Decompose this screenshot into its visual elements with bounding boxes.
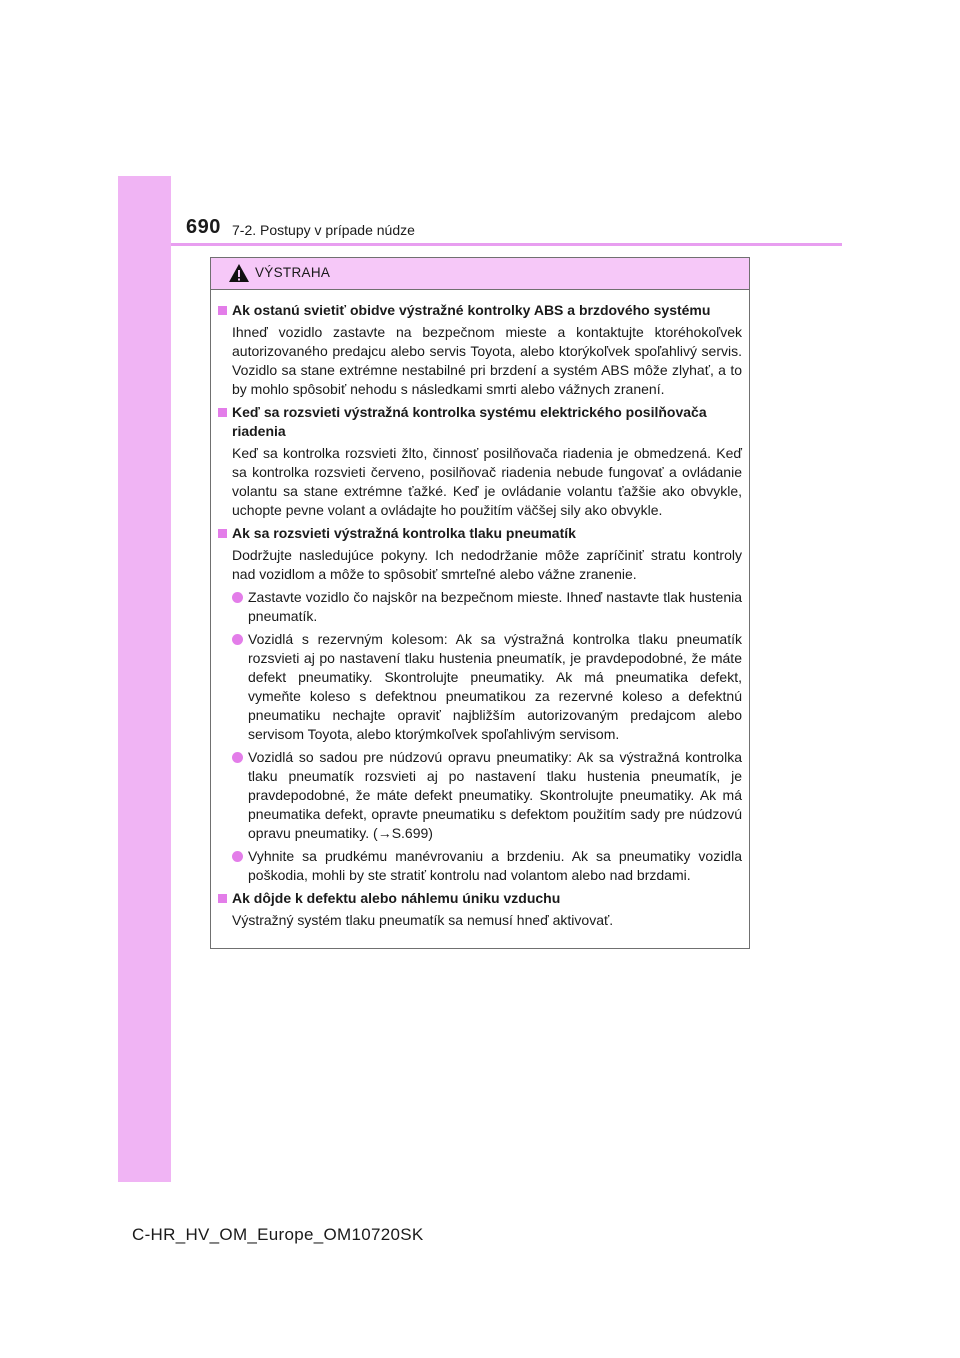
warning-header [211, 258, 749, 290]
bullet-item [217, 588, 742, 626]
bullet-text: Vozidlá s rezervným kolesom: Ak sa výstražná kontrolka tlaku pneumatík rozsvieti aj po nastavení tlaku hustenia pneumatík, je pravdepodobné, že máte defekt pneumatiky. Skontrolujte pneumatiky. Ak má pneumatika defekt, vymeňte koleso s defektnou pneumatikou za rezervné koleso a defektnú pneumatiku nechajte opraviť najbližším autorizovaným predajcom alebo servisom Toyota, alebo ktorýmkoľvek spoľahlivým servisom. [248, 631, 742, 742]
side-tab-bar [118, 176, 171, 1182]
topic-heading [217, 403, 742, 441]
bullet-item [217, 847, 742, 885]
bullet-item [217, 748, 742, 843]
bullet-text: Vyhnite sa prudkému manévrovaniu a brzdeniu. Ak sa pneumatiky vozidla poškodia, mohli by ste stratiť kontrolu nad volantom alebo nad brzdami. [248, 848, 742, 883]
square-bullet-icon [218, 408, 227, 417]
square-bullet-icon [218, 529, 227, 538]
topic-title: Ak dôjde k defektu alebo náhlemu úniku vzduchu [232, 890, 561, 906]
square-bullet-icon [218, 894, 227, 903]
round-bullet-icon [232, 752, 243, 763]
topic-paragraph: Ihneď vozidlo zastavte na bezpečnom mieste a kontaktujte ktoréhokoľvek autorizovaného predajcu alebo servis Toyota, alebo ktorýkoľvek spoľahlivý servis. Vozidlo sa stane extrémne nestabilné pri brzdení a systém ABS môže zlyhať, a to by mohlo spôsobiť nehodu s následkami smrti alebo vážnych zranení. [232, 324, 742, 397]
topic-heading [217, 301, 742, 320]
square-bullet-icon [218, 306, 227, 315]
section-title: 7-2. Postupy v prípade núdze [232, 222, 415, 238]
bullet-item [217, 630, 742, 744]
warning-triangle-icon [228, 263, 250, 283]
round-bullet-icon [232, 592, 243, 603]
bullet-text: Vozidlá so sadou pre núdzovú opravu pneumatiky: Ak sa výstražná kontrolka tlaku pneumatík rozsvieti aj po nastavení tlaku hustenia pneumatík, je pravdepodobné, že máte defekt pneumatiky. Skontrolujte pneumatiky. Ak má pneumatika defekt, opravte pneumatiku s defektom použitím sady pre núdzovú opravu pneumatiky. (→S.699) [248, 749, 742, 841]
warning-body [211, 290, 749, 930]
warning-label: VÝSTRAHA [255, 265, 331, 280]
topic-paragraph: Výstražný systém tlaku pneumatík sa nemusí hneď aktivovať. [232, 912, 614, 928]
round-bullet-icon [232, 634, 243, 645]
bullet-text: Zastavte vozidlo čo najskôr na bezpečnom mieste. Ihneď nastavte tlak hustenia pneumatík. [248, 589, 742, 624]
topic-title: Keď sa rozsvieti výstražná kontrolka systému elektrického posilňovača riadenia [232, 404, 707, 439]
topic-paragraph: Dodržujte nasledujúce pokyny. Ich nedodržanie môže zapríčiniť stratu kontroly nad vozidlom a môže to spôsobiť smrteľné alebo vážne zranenie. [232, 547, 742, 582]
topic-heading [217, 889, 742, 908]
round-bullet-icon [232, 851, 243, 862]
topic-paragraph: Keď sa kontrolka rozsvieti žlto, činnosť posilňovača riadenia je obmedzená. Keď sa kontrolka rozsvieti červeno, posilňovač riadenia nebude fungovať a ovládanie volantu sa stane extrémne ťažké. Keď je ovládanie volantu ťažšie ako obvykle, uchopte pevne volant a ovládajte ho použitím väčšej sily ako obvykle. [232, 445, 742, 518]
topic-title: Ak ostanú svietiť obidve výstražné kontrolky ABS a brzdového systému [232, 302, 711, 318]
document-code-footer: C-HR_HV_OM_Europe_OM10720SK [132, 1225, 424, 1244]
page-number: 690 [186, 216, 221, 238]
topic-heading [217, 524, 742, 543]
topic-title: Ak sa rozsvieti výstražná kontrolka tlaku pneumatík [232, 525, 576, 541]
warning-box [210, 257, 750, 949]
header-rule [171, 243, 842, 246]
